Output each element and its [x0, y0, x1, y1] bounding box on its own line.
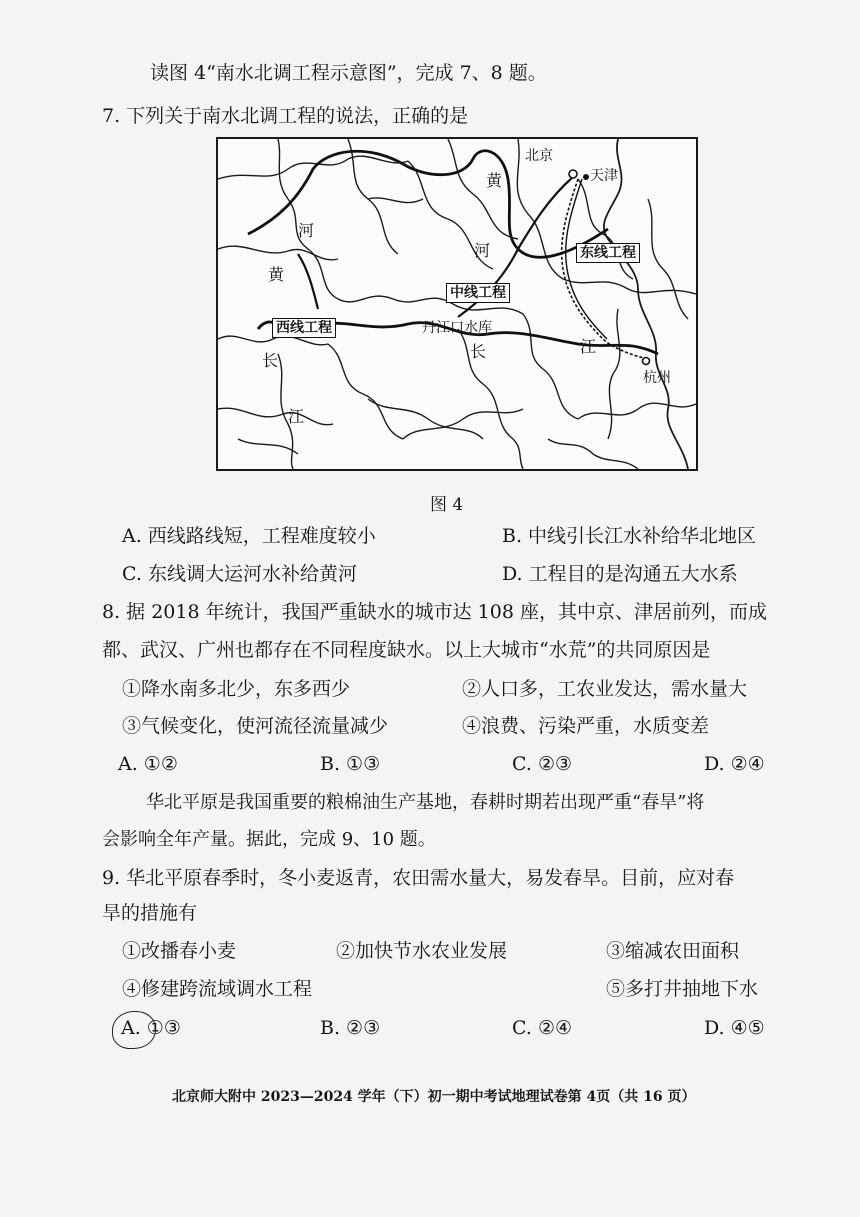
tianjin-marker — [583, 174, 589, 180]
yangtze-char: 长 — [470, 342, 487, 361]
q8-item-3: ③气候变化，使河流径流量减少 — [122, 715, 389, 737]
q9-item-1: ①改播春小麦 — [122, 940, 237, 962]
q9-option-c: C. ②④ — [512, 1017, 573, 1039]
q9-item-2: ②加快节水农业发展 — [336, 940, 508, 962]
hangzhou-label: 杭州 — [643, 370, 671, 386]
middle-route-label: 中线工程 — [446, 283, 510, 303]
q8-item-4: ④浪费、污染严重，水质变差 — [462, 715, 710, 737]
q9-option-a: A. ①③ — [121, 1017, 181, 1039]
yellow-river-char: 黄 — [486, 171, 503, 190]
yellow-river-char: 河 — [298, 221, 315, 240]
q9-option-b: B. ②③ — [320, 1017, 381, 1039]
yellow-river-char: 黄 — [268, 265, 285, 284]
q7-option-a: A. 西线路线短，工程难度较小 — [122, 525, 376, 547]
q9-option-d: D. ④⑤ — [704, 1017, 765, 1039]
q7-option-d: D. 工程目的是沟通五大水系 — [502, 563, 738, 585]
tianjin-label: 天津 — [590, 168, 618, 184]
yangtze-char: 江 — [580, 337, 597, 356]
figure-caption: 图 4 — [430, 495, 464, 515]
q9-item-3: ③缩减农田面积 — [606, 940, 740, 962]
yangtze-char: 江 — [288, 407, 305, 426]
q8-item-2: ②人口多，工农业发达，需水量大 — [462, 678, 748, 700]
question-9-stem-line2: 旱的措施有 — [102, 902, 198, 924]
section-intro: 读图 4“南水北调工程示意图”，完成 7、8 题。 — [150, 62, 547, 84]
danjiangkou-label: 丹江口水库 — [422, 320, 492, 336]
q8-option-b: B. ①③ — [320, 753, 381, 775]
yellow-river-char: 河 — [474, 241, 491, 260]
beijing-marker — [569, 170, 577, 178]
question-9-stem-line1: 9. 华北平原春季时，冬小麦返青，农田需水量大，易发春旱。目前，应对春 — [102, 867, 735, 889]
section-intro-2-line2: 会影响全年产量。据此，完成 9、10 题。 — [102, 829, 436, 850]
q8-option-d: D. ②④ — [704, 753, 765, 775]
question-7-stem: 7. 下列关于南水北调工程的说法，正确的是 — [102, 105, 469, 127]
south-north-water-map — [216, 137, 698, 471]
yangtze-char: 长 — [262, 351, 279, 370]
q8-item-1: ①降水南多北少，东多西少 — [122, 678, 351, 700]
east-route-label: 东线工程 — [576, 243, 640, 263]
question-8-stem-line2: 都、武汉、广州也都存在不同程度缺水。以上大城市“水荒”的共同原因是 — [102, 639, 711, 661]
q8-option-c: C. ②③ — [512, 753, 573, 775]
q8-option-a: A. ①② — [118, 753, 178, 775]
q9-item-4: ④修建跨流域调水工程 — [122, 978, 313, 1000]
page-footer: 北京师大附中 2023—2024 学年（下）初一期中考试地理试卷第 4页（共 16 页） — [172, 1089, 696, 1105]
q7-option-c: C. 东线调大运河水补给黄河 — [122, 563, 357, 585]
beijing-label: 北京 — [525, 148, 553, 164]
q9-item-5: ⑤多打井抽地下水 — [606, 978, 759, 1000]
section-intro-2-line1: 华北平原是我国重要的粮棉油生产基地，春耕时期若出现严重“春旱”将 — [146, 792, 705, 813]
west-route-label: 西线工程 — [272, 318, 336, 338]
hangzhou-marker — [643, 358, 650, 365]
question-8-stem-line1: 8. 据 2018 年统计，我国严重缺水的城市达 108 座，其中京、津居前列，而成 — [102, 601, 767, 623]
q7-option-b: B. 中线引长江水补给华北地区 — [502, 525, 757, 547]
